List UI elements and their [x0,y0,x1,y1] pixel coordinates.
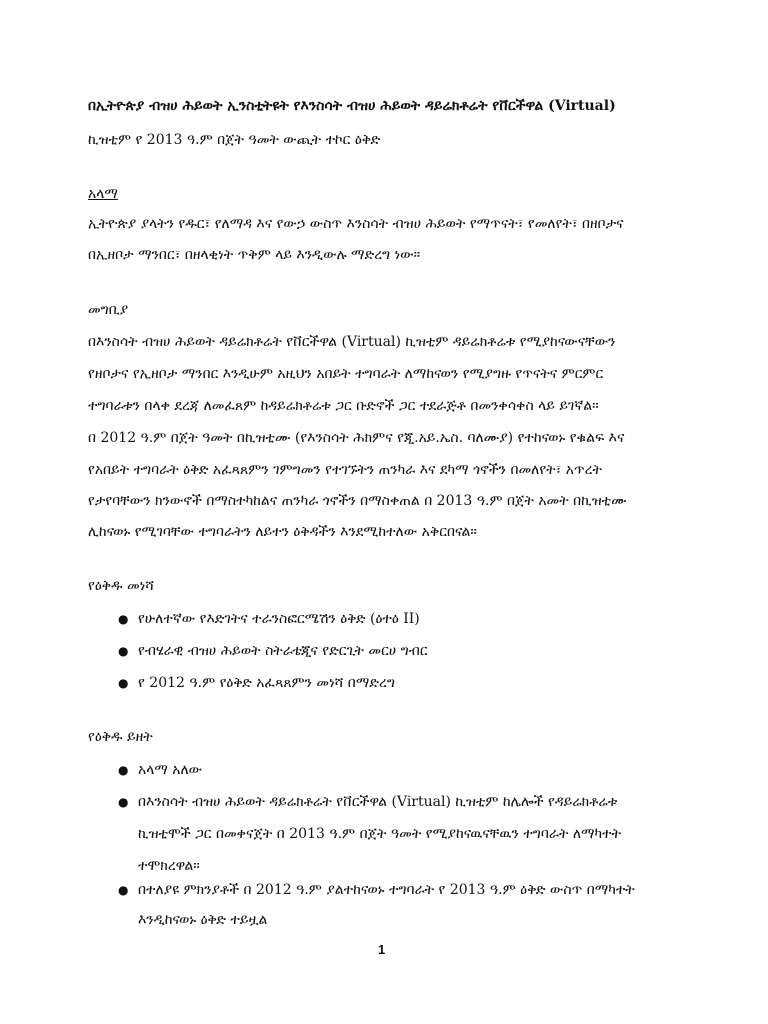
bullet-icon: ● [118,763,129,777]
intro-line-5: የአበይት ተግባራት ዕቅድ አፈጻጸምን ገምግመን የተገኙትን ጠንካራ እና ደካማ ጎኖችን በመለየት፣ አጥረት [88,462,602,478]
content-item-2-line-3: ተሞክረዋል። [138,858,200,874]
content-item-2-line-1: በእንስሳት ብዝሀ ሕይወት ዳይሬክቶሬት የቨርችዋል (Virtual) ኪዝቲም ከሌሎች የዳይሬክቶሬቱ [138,794,618,810]
basis-item-1: የሁለተኛው የእድገትና ተራንስፎርሜሽን ዕቅድ (ዕተዕ II) [138,611,420,627]
bullet-icon: ● [118,883,129,897]
content-item-1: አላማ አለው [138,762,203,778]
content-item-3-line-2: እንዲከናወኑ ዕቅድ ተይዟል [138,912,268,928]
content-heading: የዕቅዱ ይዘት [88,729,153,745]
bullet-icon: ● [118,676,129,690]
content-item-3-line-1: በተለያዩ ምክንያቶች በ 2012 ዓ.ም ያልተከናወኑ ተግባራት የ 2013 ዓ.ም ዕቅድ ውስጥ በማካተት [138,882,635,898]
intro-line-3: ተግባራቱን በላቀ ደረጃ ለመፈጸም ከዳይሬክቶሬቱ ጋር ቡድኖች ጋር ተደራጅቶ በመንቀሳቀስ ላይ ይገኛል። [88,398,599,414]
basis-item-2: የብሄራዊ ብዝሀ ሕይወት ስትራቴጂና የድርጊት መርሀ ግብር [138,643,428,659]
intro-line-1: በእንስሳት ብዝሀ ሕይወት ዳይሬክቶሬት የቨርችዋል (Virtual) ኪዝቲም ዳይሬክቶሬቱ የሚያከናውናቸውን [88,334,616,350]
bullet-icon: ● [118,644,129,658]
intro-line-4: በ 2012 ዓ.ም በጀት ዓመት በኪዝቲሙ (የእንስሳት ሕክምና የጂ.አይ.ኤስ. ባለሙያ) የተከናወኑ የቁልፍ እና [88,430,625,446]
title-line-2 [88,130,380,150]
intro-line-6: የታየባቸውን ክንውኖች በማስተካከልና ጠንካራ ጎኖችን በማስቀጠል በ 2013 ዓ.ም በጀት አመት በኪዝቲሙ [88,493,627,509]
basis-heading: የዕቅዱ መነሻ [88,578,154,594]
goal-line-2: በኢዘቦታ ማንበር፣ በዘላቂነት ጥቅም ላይ እንዲውሉ ማድረግ ነው። [88,247,421,263]
intro-line-2: የዘቦታና የኢዘቦታ ማንበር እንዲሁም አዚህን አበይት ተግባራት ለማከናወን የሚያግዙ የጥናትና ምርምር [88,366,604,382]
basis-item-3: የ 2012 ዓ.ም የዕቅድ አፈጻጸምን መነሻ በማድረግ [138,675,395,691]
intro-heading: መግቢያ [88,302,129,318]
goal-heading: አላማ [88,186,118,202]
bullet-icon: ● [118,612,129,626]
page-number: 1 [378,942,386,957]
goal-line-1: ኢትዮጵያ ያላትን የዱር፣ የለማዳ እና የውኃ ውስጥ እንስሳት ብዝሀ ሕይወት የማጥናት፣ የመለየት፣ በዘቦታና [88,216,624,232]
bullet-icon: ● [118,795,129,809]
title-line-1: በኢትዮጵያ ብዝሀ ሕይወት ኢንስቲትዩት የእንስሳት ብዝሀ ሕይወት ዳይሬክቶሬት የቨርችዋል (Virtual) [88,98,616,114]
title-line-2-text: ኪዝቲም የ 2013 ዓ.ም በጀት ዓመት ውጪት ተኮር ዕቅድ [88,132,381,148]
intro-line-7: ሊከናወኑ የሚገባቸው ተግባራትን ለይተን ዕቅዳችን እንደሚከተለው አቅርበናል። [88,524,477,540]
content-item-2-line-2: ኪዝቲሞች ጋር በመቀናጀት በ 2013 ዓ.ም በጀት ዓመት የሚያከናዉናቸዉን ተግባራት ለማካተት [138,826,622,842]
